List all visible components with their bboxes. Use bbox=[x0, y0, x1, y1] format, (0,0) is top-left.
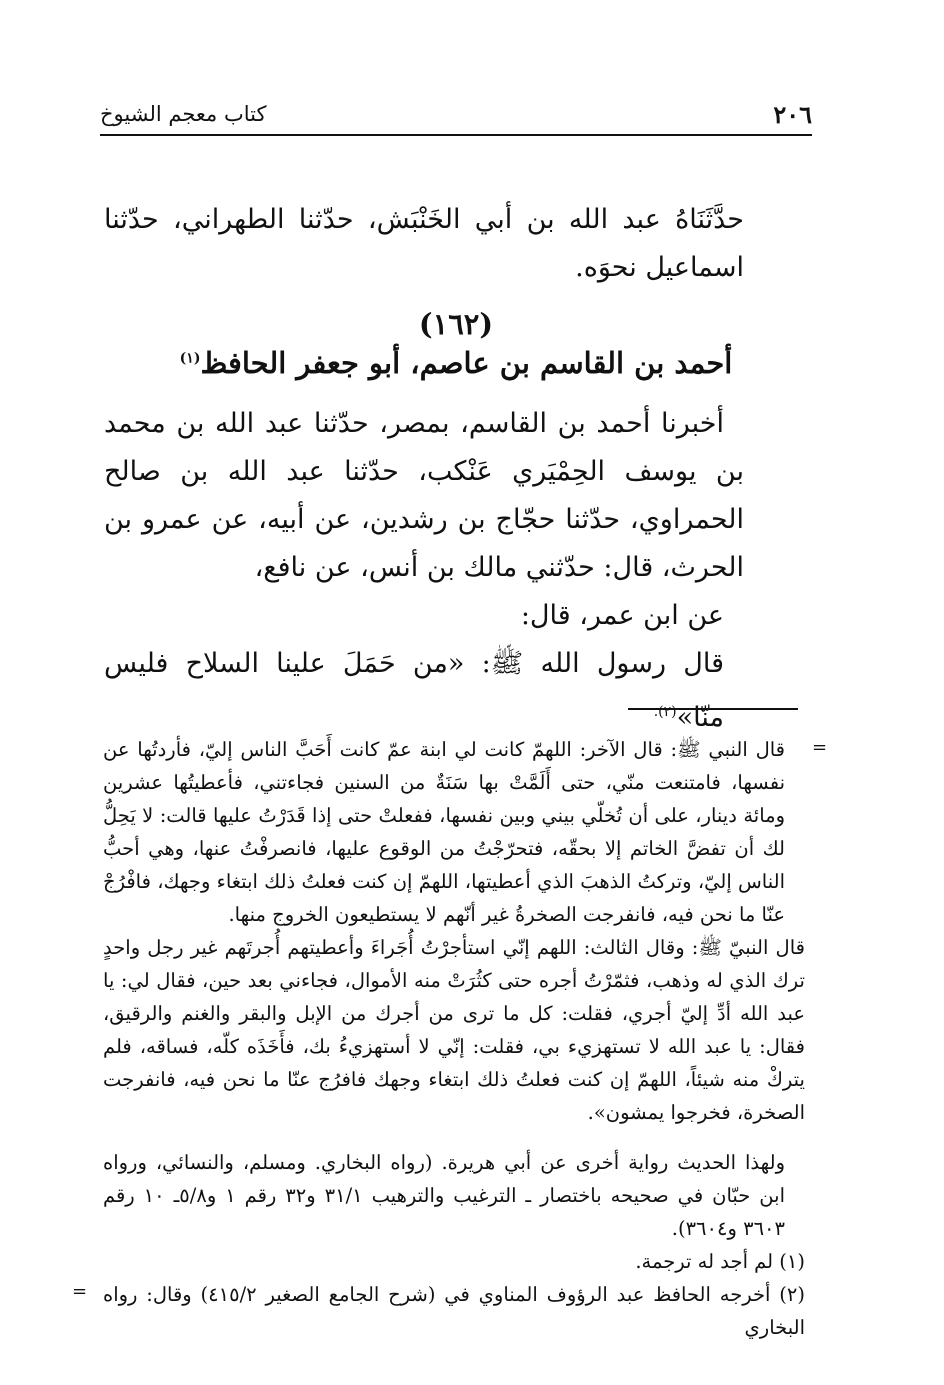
footnote-paragraph-1-text: قال النبي ﷺ: قال الآخر: اللهمّ كانت لي ابنة عمّ كانت أَحَبَّ الناس إليّ، فأردتُها عن نفسها، فامتنعت منّي، حتى أَلَمَّتْ بها سَنَةٌ من السنين فجاءتني، فأعطيتُها عشرين ومائة دينار، على أن تُخلّي بيني وبين نفسها، ففعلتْ حتى إذا قَدَرْتُ عليها قالت: لا يَحِلُّ لك أن تفضَّ الخاتم إلا بحقّه، فتحرّجْتُ من الوقوع عليها، فانصرفْتُ عنها، وهي أحبُّ الناس إليّ، وتركتُ الذهبَ الذي أعطيتها، اللهمّ إن كنت فعلتُ ذلك ابتغاء وجهك، فافْرُجْ عنّا ما نحن فيه، فانفرجت الصخرةُ غير أنّهم لا يستطيعون الخروج منها. bbox=[103, 738, 785, 926]
continuation-paragraph: حدَّثَنَاهُ عبد الله بن أبي الخَنْبَش، حدّثنا الطهراني، حدّثنا اسماعيل نحوَه. bbox=[104, 204, 744, 283]
footnote-paragraph-2 bbox=[103, 931, 805, 1129]
entry-title bbox=[100, 346, 812, 380]
footnote-paragraph-3 bbox=[103, 1146, 805, 1245]
footnote-paragraph-1 bbox=[103, 733, 805, 931]
page-number: ٢٠٦ bbox=[773, 100, 812, 129]
running-header bbox=[100, 100, 812, 136]
footnote-1: (١) لم أجد له ترجمة. bbox=[635, 1250, 805, 1273]
entry-title-text: أحمد بن القاسم بن عاصم، أبو جعفر الحافظ bbox=[200, 346, 733, 380]
isnad-paragraph: أخبرنا أحمد بن القاسم، بمصر، حدّثنا عبد الله بن محمد بن يوسف الحِمْيَري عَنْكب، حدّثنا عبد الله بن صالح الحمراوي، حدّثنا حجّاج بن رشدين، عن أبيه، عن عمرو بن الحرث، قال: حدّثني مالك بن أنس، عن نافع، bbox=[104, 408, 744, 583]
book-title: كتاب معجم الشيوخ bbox=[100, 102, 267, 126]
end-continuation-mark: = bbox=[72, 1281, 88, 1302]
continuation-mark: = bbox=[812, 737, 828, 758]
footnote-ref-2: (٢). bbox=[653, 704, 677, 720]
footnote-paragraph-2-text: قال النبيّ ﷺ: وقال الثالث: اللهم إنّي استأجرْتُ أُجَراءَ وأعطيتهم أُجرتَهم غير رجل واحدٍ ترك الذي له وذهب، فثمّرْتُ أجره حتى كثُرَتْ منه الأموال، فجاءني بعد حين، فقال لي: يا عبد الله أدِّ إليّ أجري، فقلت: كل ما ترى من أجرك من الإبل والبقر والغنم والرقيق، فقال: يا عبد الله لا تستهزيء بي، فقلت: إنّي لا أستهزيءُ بك، فأَخَذَه كلّه، فساقه، فلم يتركْ منه شيئاً، اللهمّ إن كنت فعلتُ ذلك ابتغاء وجهك فافرُج عنّا ما نحن فيه، فانفرجت الصخرة، فخرجوا يمشون». bbox=[103, 936, 805, 1124]
footnote-2: (٢) أخرجه الحافظ عبد الرؤوف المناوي في (شرح الجامع الصغير ٤١٥/٢) وقال: رواه البخاري bbox=[103, 1283, 806, 1339]
hadith-text bbox=[104, 592, 744, 742]
footnote-separator bbox=[628, 708, 798, 710]
narrator-line: عن ابن عمر، قال: bbox=[520, 600, 724, 631]
hadith-quote: قال رسول الله ﷺ: «من حَمَلَ علينا السلاح فليس منّا» bbox=[104, 648, 724, 733]
footnote-ref-1: (١) bbox=[179, 350, 201, 367]
entry-number: (١٦٢) bbox=[418, 307, 494, 341]
footnote-paragraph-3-text: ولهذا الحديث رواية أخرى عن أبي هريرة. (رواه البخاري. ومسلم، والنسائي، ورواه ابن حبّان في صحيحه باختصار ـ الترغيب والترهيب ٣١/١ و٣٢ رقم ١ و٥/٨ـ ١٠ رقم ٣٦٠٣ و٣٦٠٤). bbox=[103, 1151, 785, 1240]
hadith-line bbox=[104, 640, 744, 742]
